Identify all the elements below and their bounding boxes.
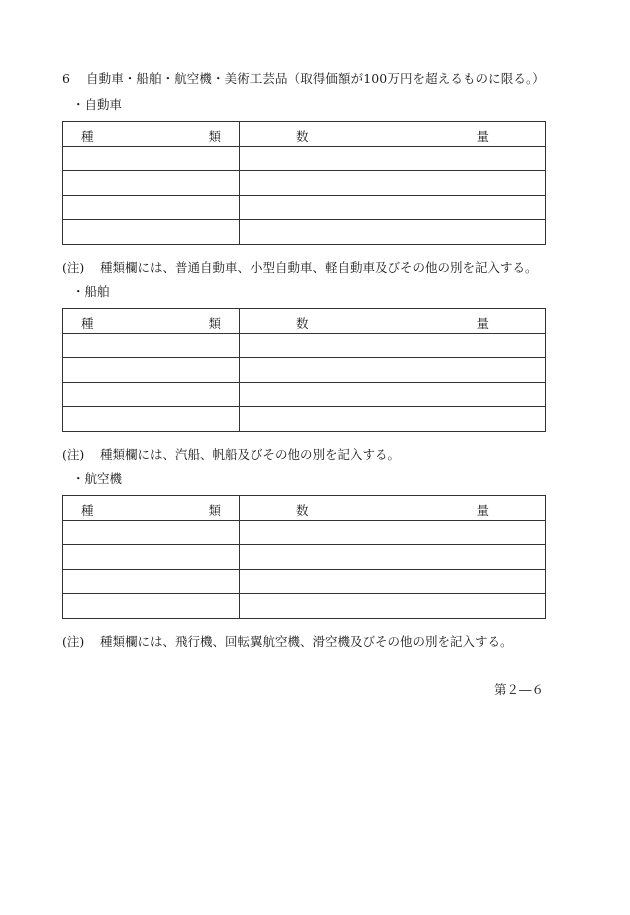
table-row bbox=[63, 382, 546, 407]
type-cell[interactable] bbox=[63, 146, 240, 171]
quantity-cell[interactable] bbox=[240, 545, 546, 570]
type-column-header: 種 類 bbox=[63, 122, 240, 147]
quantity-column-header: 数 量 bbox=[240, 122, 546, 147]
type-column-header: 種 類 bbox=[63, 496, 240, 521]
quantity-cell[interactable] bbox=[240, 146, 546, 171]
automobile-table bbox=[62, 121, 546, 245]
subsection-title-ship: ・船舶 bbox=[72, 284, 110, 299]
type-cell[interactable] bbox=[63, 520, 240, 545]
type-cell[interactable] bbox=[63, 407, 240, 432]
quantity-cell[interactable] bbox=[240, 358, 546, 383]
note-label: (注) bbox=[62, 634, 85, 649]
table-header-row bbox=[63, 309, 546, 334]
type-cell[interactable] bbox=[63, 220, 240, 245]
quantity-cell[interactable] bbox=[240, 407, 546, 432]
ship-table bbox=[62, 308, 546, 432]
type-cell[interactable] bbox=[63, 594, 240, 619]
table-row bbox=[63, 545, 546, 570]
note-label: (注) bbox=[62, 447, 85, 462]
table-row bbox=[63, 220, 546, 245]
table-row bbox=[63, 171, 546, 196]
type-cell[interactable] bbox=[63, 333, 240, 358]
section-title: 自動車・船舶・航空機・美術工芸品（取得価額が100万円を超えるものに限る。） bbox=[86, 71, 545, 86]
subsection-title-aircraft: ・航空機 bbox=[72, 471, 123, 486]
type-cell[interactable] bbox=[63, 171, 240, 196]
section-number: 6 bbox=[62, 71, 71, 86]
type-cell[interactable] bbox=[63, 569, 240, 594]
table-row bbox=[63, 333, 546, 358]
aircraft-table bbox=[62, 495, 546, 619]
note-automobile bbox=[62, 258, 538, 276]
quantity-cell[interactable] bbox=[240, 333, 546, 358]
note-text: 種類欄には、普通自動車、小型自動車、軽自動車及びその他の別を記入する。 bbox=[100, 260, 538, 275]
note-aircraft bbox=[62, 632, 513, 650]
quantity-cell[interactable] bbox=[240, 569, 546, 594]
subsection-title-automobile: ・自動車 bbox=[72, 97, 123, 112]
table-row bbox=[63, 407, 546, 432]
section-heading bbox=[62, 69, 545, 87]
quantity-column-header: 数 量 bbox=[240, 309, 546, 334]
type-cell[interactable] bbox=[63, 382, 240, 407]
quantity-cell[interactable] bbox=[240, 171, 546, 196]
note-text: 種類欄には、汽船、帆船及びその他の別を記入する。 bbox=[100, 447, 401, 462]
note-ship bbox=[62, 445, 400, 463]
type-column-header: 種 類 bbox=[63, 309, 240, 334]
note-text: 種類欄には、飛行機、回転翼航空機、滑空機及びその他の別を記入する。 bbox=[100, 634, 513, 649]
quantity-cell[interactable] bbox=[240, 594, 546, 619]
table-row bbox=[63, 358, 546, 383]
table-row bbox=[63, 195, 546, 220]
quantity-cell[interactable] bbox=[240, 520, 546, 545]
quantity-cell[interactable] bbox=[240, 220, 546, 245]
type-cell[interactable] bbox=[63, 195, 240, 220]
type-cell[interactable] bbox=[63, 358, 240, 383]
table-header-row bbox=[63, 122, 546, 147]
table-row bbox=[63, 146, 546, 171]
table-row bbox=[63, 520, 546, 545]
page-number: 第２―６ bbox=[494, 682, 545, 697]
table-row bbox=[63, 594, 546, 619]
quantity-column-header: 数 量 bbox=[240, 496, 546, 521]
table-header-row bbox=[63, 496, 546, 521]
quantity-cell[interactable] bbox=[240, 382, 546, 407]
quantity-cell[interactable] bbox=[240, 195, 546, 220]
note-label: (注) bbox=[62, 260, 85, 275]
type-cell[interactable] bbox=[63, 545, 240, 570]
table-row bbox=[63, 569, 546, 594]
